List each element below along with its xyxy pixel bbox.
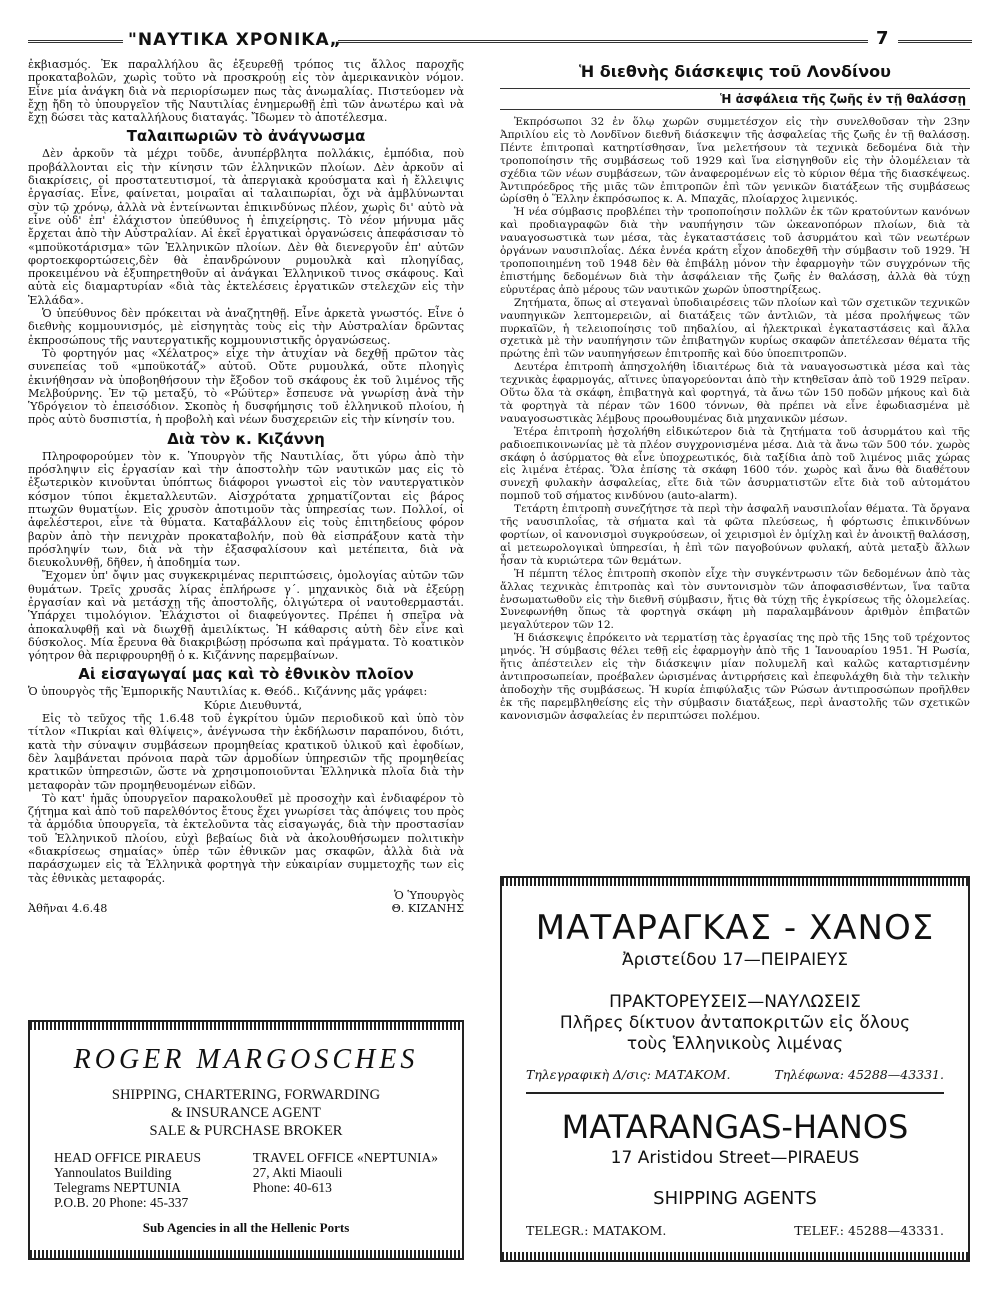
ad-service-line: ΠΡΑΚΤΟΡΕΥΣΕΙΣ—ΝΑΥΛΩΣΕΙΣ	[609, 992, 861, 1012]
signature-row	[28, 902, 464, 915]
right-column	[500, 58, 970, 723]
article-headline: Ἡ διεθνὴς διάσκεψις τοῦ Λονδίνου	[579, 62, 891, 81]
ad-border-stripe	[30, 1022, 462, 1030]
ad-border-stripe	[30, 1250, 462, 1258]
signature-role: Ὁ Ὑπουργὸς	[394, 888, 464, 902]
ad-service-line: & INSURANCE AGENT	[171, 1105, 321, 1121]
page-number: 7	[876, 28, 889, 49]
ad-border-stripe	[502, 878, 968, 886]
intro-paragraph: ἐκβιασμός. Ἐκ παραλλήλου ἃς ἐξευρεθῇ τρόπος τις ἄλλος παροχῆς προκαταβολῶν, χωρὶς τοῦτο νὰ προσκρούῃ εἰς τὸν ἀμερικανικὸν νόμον. Εἶνε μία ἀνάγκη διὰ νὰ περιορίσωμεν πως τὰς ἀνωμαλίας. Πιστεύομεν νὰ ἔχῃ ἤδη τὸ ὑπουργεῖον τῆς Ναυτιλίας ἐνημερωθῇ ἐπὶ τῶν ἀνωτέρω καὶ νὰ ἔχῃ δώσει τὰς καταλλήλους διαταγάς. Ἴδωμεν τὸ ἀποτέλεσμα.	[28, 58, 464, 125]
header-rule-mid	[338, 40, 868, 43]
signature-name: Θ. ΚΙΖΑΝΗΣ	[391, 902, 464, 916]
advertisement-mataragas	[500, 876, 970, 1262]
ad-office-line: P.O.B. 20 Phone: 45-337	[54, 1195, 189, 1210]
ad-shipping-agents: SHIPPING AGENTS	[653, 1188, 817, 1209]
page-header	[28, 30, 972, 52]
ad-service-line: SALE & PURCHASE BROKER	[149, 1123, 343, 1139]
ad-services	[30, 1086, 462, 1140]
paragraph: Ἔχομεν ὑπ' ὄψιν μας συγκεκριμένας περιπτώσεις, ὁμολογίας αὐτῶν τῶν θυμάτων. Τρεῖς χρυσᾶς λίρας ἐπλήρωσε γ΄. μηχανικὸς διὰ νὰ ἐξεύρῃ ἐργασίαν καὶ νὰ μετάσχῃ τῆς ἀποστολῆς, ὀλιγώτερα οἱ ναυτοθερμαστάι. Ὑπάρχει τιμολόγιον. Ἐλάχιστοι οἱ διαφεύγοντες. Πρέπει ἡ σπεῖρα νὰ ἀποκαλυφθῇ καὶ νὰ διωχθῇ ἀμειλίκτως. Ἡ κάθαρσις αὐτὴ δὲν εἶνε καὶ δύσκολος. Μία ἔρευνα θὰ διακριβώσῃ πρόσωπα καὶ πράγματα. Τὸ κοατικὸν γόητρον θὰ περιφρουρηθῇ ὁ κ. Κιζάννης παρεμβαίνων.	[28, 569, 464, 663]
ad-divider	[526, 1092, 944, 1094]
header-rule-left	[28, 40, 123, 43]
ad-phone: TELEF.: 45288—43331.	[794, 1223, 944, 1238]
left-column	[28, 58, 464, 916]
ad-office-line: Phone: 40-613	[252, 1180, 332, 1195]
ad-head-office	[54, 1150, 201, 1210]
letter-salutation: Κύριε Διευθυντά,	[203, 698, 303, 712]
paragraph: Τὸ φορτηγόν μας «Χέλατρος» εἶχε τὴν ἀτυχίαν νὰ δεχθῇ πρῶτον τὰς συνεπείας τοῦ «μποϋκοτάζ» αὐτοῦ. Οὔτε ρυμουλκά, οὔτε πλοηγὶς ἐκινήθησαν νὰ ὑποβοηθήσουν τὴν ἔξοδον τοῦ σκάφους ἐκ τοῦ λιμένος τῆς Μελβούρνης. Ἐν τῷ μεταξύ, τὸ «Ρώϋτερ» ἔσπευσε νὰ γνωρίσῃ ἀνὰ τὴν Ὑδρόγειον τὸ ἐπεισόδιον. Σκοπὸς ἡ δυσφήμησις τοῦ ἑλληνικοῦ πλοίου, ἡ πρὸς αὐτὸ δυσπιστία, ἡ προβολὴ καὶ νέων δυσχερειῶν εἰς τὴν κίνησίν του.	[28, 346, 464, 427]
ad-office-line: 27, Akti Miaouli	[252, 1165, 343, 1180]
ad-office-line: Yannoulatos Building	[54, 1165, 172, 1180]
article-subheadline: Ἡ ἀσφάλεια τῆς ζωῆς ἐν τῇ θαλάσσῃ	[500, 88, 970, 110]
ad-english-address: 17 Aristidou Street—PIRAEUS	[610, 1148, 860, 1168]
paragraph: Πληροφορούμεν τὸν κ. Ὑπουργὸν τῆς Ναυτιλίας, ὅτι γύρω ἀπὸ τὴν πρόσληψιν εἰς ἐργασίαν καὶ τὴν ἀποστολὴν τῶν ναυτικῶν μας εἰς τὸ ἐξωτερικὸν κινοῦνται ὑπόπτως διάφοροι γνωστοὶ εἰς τὸν ναυτεργατικὸν κόσμον τύποι ἐκμεταλλευτῶν. Αἰσχρότατα χρηματίζονται εἰς βάρος πτωχῶν θυματίων. Εἰς χρυσὸν ἀποτιμοῦν τὰς ὑπηρεσίας των. Πολλοί, οἱ ἀφελέστεροι, εἶνε τὰ θύματα. Καταβάλλουν εἰς τοὺς ἐπιτηδείους φόρον βαρὺν ἀπὸ τὴν πενιχρὰν προκαταβολήν, ποὺ θὰ εἰσπράξουν κατὰ τὴν πρόσληψίν των, διὰ νὰ τὴν ἐξασφαλίσουν καὶ μετέπειτα, διὰ νὰ διευκολυνθῇ, δῆθεν, ἡ ἀποδημία των.	[28, 449, 464, 570]
section-heading-hardships: Ταλαιπωριῶν τὸ ἀνάγνωσμα	[126, 127, 366, 146]
paragraph: Ἡ διάσκεψις ἐπρόκειτο νὰ τερματίσῃ τὰς ἐργασίας της πρὸ τῆς 15ης τοῦ τρέχοντος μηνός. Ἡ σύμβασις θέλει τεθῇ εἰς ἐφαρμογὴν ἀπὸ τῆς 1 Ἰανουαρίου 1951. Ἡ Ρωσία, ἥτις ἀπέστειλεν εἰς τὴν διάσκεψιν μίαν πολυμελῆ καὶ καλῶς καταρτισμένην ἀντιπροσωπείαν, προέβαλεν ὡρισμένας ἀντιρρήσεις καὶ ἐπεφυλάχθη διὰ τὴν τελικὴν ἀποδοχὴν τῆς συμβάσεως. Ἡ κυρία ἐπιφύλαξις τῶν Ρώσων ἀντιπροσώπων προῆλθεν ἐκ τῆς παρεμβληθείσης εἰς τὴν σύμβασιν διατάξεως, περὶ ἀναστολῆς τῶν σχετικῶν κανονισμῶν ἀσφαλείας ἐν περιπτώσει πολέμου.	[500, 632, 970, 722]
paragraph: Ἡ πέμπτη τέλος ἐπιτροπὴ σκοπὸν εἶχε τὴν συγκέντρωσιν τῶν δεδομένων ἀπὸ τὰς ἄλλας τεχνικὰς ἐπιτροπὰς καὶ τὸν συντονισμὸν τῶν ἀποφασισθέντων, ἵνα ταῦτα ἐνσωματωθοῦν εἰς τὴν διεθνῆ σύμβασιν, ἥτις θὰ τύχῃ τῆς ἐγκρίσεως τῆς ὁλομελείας. Συνεφωνήθη ὅπως τὰ φορτηγὰ σκάφη μὴ παραλαμβάνουν ἀριθμὸν ἐπιβατῶν μεγαλύτερον τῶν 12.	[500, 567, 970, 632]
ad-telegraph: Τηλεγραφικὴ Δ/σις: ΜΑΤΑΚΟΜ.	[526, 1067, 731, 1082]
section-heading-imports: Αἱ εἰσαγωγαί μας καὶ τὸ ἐθνικὸν πλοῖον	[78, 665, 414, 684]
ad-phone: Τηλέφωνα: 45288—43331.	[774, 1067, 944, 1082]
signature-place-date: Ἀθῆναι 4.6.48	[28, 902, 108, 916]
paragraph: Ἡ νέα σύμβασις προβλέπει τὴν τροποποίησιν πολλῶν ἐκ τῶν κρατούντων κανόνων καὶ προδιαγραφῶν διὰ τὴν ναυπήγησιν τῶν ὠκεανοπόρων πλοίων, διὰ τὰ ναυαγοσωστικὰ των μέσα, τὰς ἐγκαταστάσεις τοῦ ἀσυρμάτου καὶ τῶν νεωτέρων ὀργάνων ναυσιπλοΐας. Δέκα ἐννέα κράτη εἶχον ἀποδεχθῆ τὴν σύμβασιν τοῦ 1929. Ἡ τροποποιημένη τοῦ 1948 δὲν θὰ ἐπιβάλῃ μόνον τὴν ἐφαρμογὴν τῶν συγχρόνων τῆς ἐπιστήμης δεδομένων διὰ τὴν ἀσφάλειαν τῆς ζωῆς ἐν θαλάσσῃ, ἀλλὰ θὰ τύχῃ εὐρυτέρας ἀπὸ μέρους τῶν ναυτικῶν χωρῶν ὑποστηρίξεως.	[500, 206, 970, 296]
ad-office-line: TRAVEL OFFICE «NEPTUNIA»	[252, 1150, 438, 1165]
ad-footer: Sub Agencies in all the Hellenic Ports	[142, 1220, 350, 1235]
ad-english-company-name: MATARANGAS-HANOS	[561, 1108, 909, 1146]
ad-border-stripe	[502, 1252, 968, 1260]
paragraph: Ζητήματα, ὅπως αἱ στεγαναὶ ὑποδιαιρέσεις τῶν πλοίων καὶ τῶν σχετικῶν τεχνικῶν ναυπηγικῶν λεπτομερειῶν, αἱ διατάξεις τῶν ἀντλιῶν, τὰ μέσα προλήψεως τῶν πυρκαϊῶν, ἡ τελειοποίησις τοῦ πηδαλίου, αἱ ἠλεκτρικαὶ ἐγκαταστάσεις καὶ ἄλλα σχετικὰ μὲ τὴν ναυπήγησιν τῶν ἐπιβατηγῶν κυρίως σκαφῶν ἀπετέλεσαν θέματα τῆς πρώτης ἐπὶ τῶν ναυπηγήσεων ἐπιτροπῆς καὶ δύο ὑποεπιτροπῶν.	[500, 296, 970, 361]
paragraph: Ἑτέρα ἐπιτροπὴ ἠσχολήθη εἰδικώτερον διὰ τὰ ζητήματα τοῦ ἀσυρμάτου καὶ τῆς ραδιοεπικοινωνίας μὲ τὰ πλέον συγχρονισμένα μέσα. Διὰ τὰ ἄνω τῶν 500 τόν. χωρὸς σκάφη ὁ ἀσύρματος θὰ εἶνε ὑποχρεωτικός, διὰ ταξίδια ἀπὸ τοῦ λιμένος μιᾶς χώρας εἰς λιμένα ἑτέρας. Ὅλα ἐπίσης τὰ σκάφη 1600 τόν. χωρὸς καὶ ἄνω θὰ διαθέτουν συνεχῆ φυλακὴν ἀσφαλείας, εἴτε διὰ τῶν ἀσυρματιστῶν εἴτε διὰ τοῦ αὐτομάτου πομποῦ τοῦ σήματος κινδύνου (auto-alarm).	[500, 425, 970, 503]
paragraph: Ἐκπρόσωποι 32 ἐν ὅλῳ χωρῶν συμμετέσχον εἰς τὴν συνελθοῦσαν τὴν 23ην Ἀπριλίου εἰς τὸ Λονδῖνον διεθνῆ διάσκεψιν τῆς ἀσφαλείας τῆς ζωῆς ἐν τῇ θαλάσσῃ. Πέντε ἐπιτροπαὶ κατηρτίσθησαν, ἵνα μελετήσουν τὰ τεχνικὰ δεδομένα διὰ τὴν τροποποίησιν τῆς συμβάσεως τοῦ 1929 καὶ ἵνα εἰσηγηθοῦν εἰς τὴν ὁλομέλειαν τὰ σχέδια τῶν νέων συμβάσεων, τῶν ἀναφερομένων εἰς τὸ κύριον θέμα τῆς διασκέψεως. Ἀντιπρόεδρος τῆς μιᾶς τῶν ἐπιτροπῶν ἐπὶ τῶν γενικῶν διατάξεων τῆς συμβάσεως ὡρίσθη ὁ Ἕλλην ἐκπρόσωπος κ. Α. Μπαχᾶς, πλοίαρχος λιμενικός.	[500, 116, 970, 206]
header-rule-right	[898, 40, 972, 43]
ad-service-line: Πλῆρες δίκτυον ἀνταποκριτῶν εἰς ὅλους	[559, 1013, 911, 1033]
ad-travel-office	[253, 1150, 438, 1210]
paragraph: Τετάρτη ἐπιτροπὴ συνεζήτησε τὰ περὶ τὴν ἀσφαλῆ ναυσιπλοΐαν θέματα. Τὰ ὄργανα τῆς ναυσιπλοΐας, τὰ σήματα καὶ τὰ φῶτα πλεύσεως, ἡ φόρτωσις ἐπικινδύνων φορτίων, οἱ κανονισμοὶ συγκρούσεων, οἱ χειρισμοὶ ἐν ὁμίχλῃ καὶ ἐν ἀνοικτῇ θαλάσσῃ, αἱ μετεωρολογικαὶ ὑπηρεσίαι, ἡ ἐπὶ τῶν παγοβούνων φυλακή, αὐτὰ μεταξὺ ἄλλων ἦσαν τὰ κυριώτερα τῶν θεμάτων.	[500, 503, 970, 567]
letter-paragraph: Εἰς τὸ τεῦχος τῆς 1.6.48 τοῦ ἐγκρίτου ὑμῶν περιοδικοῦ καὶ ὑπὸ τὸν τίτλον «Πικρίαι καὶ θλίψεις», ἀνέγνωσα τὴν ἐκδήλωσιν παραπόνου, διότι, κατὰ τὴν σύναψιν συμβάσεων προμηθείας κρατικοῦ ὑλικοῦ καὶ ἐφοδίων, δὲν λαμβάνεται πρόνοια παρὰ τῶν ἁρμοδίων ὑπηρεσιῶν τῆς προμηθείας κρατικῶν ὑπηρεσιῶν, ὥστε νὰ χρησιμοποιοῦνται Ἑλληνικὰ πλοῖα διὰ τὴν μεταφορὰν τῶν προμηθευομένων εἰδῶν.	[28, 712, 464, 792]
letter-intro: Ὁ ὑπουργὸς τῆς Ἐμπορικῆς Ναυτιλίας κ. Θεόδ.. Κιζάννης μᾶς γράφει:	[28, 685, 428, 699]
ad-office-line: HEAD OFFICE PIRAEUS	[54, 1150, 202, 1165]
paragraph: Δευτέρα ἐπιτροπὴ ἀπησχολήθη ἰδιαιτέρως διὰ τὰ ναυαγοσωστικὰ μέσα καὶ τὰς τεχνικὰς ἐφαρμογάς, αἵτινες ὑπαγορεύονται ἀπὸ τὴν κτηθεῖσαν ἀπὸ τοῦ 1929 πεῖραν. Οὕτω ὅλα τὰ σκάφη, ἐπιβατηγὰ καὶ φορτηγά, τὰ ἄνω τῶν 150 ποδῶν μήκους καὶ διὰ τὰ φορτηγὰ τὰ πέραν τῶν 1600 τόννων, θὰ πρέπει νὰ εἶνε ἐφωδιασμένα μὲ ναυαγοσωστικὰς λέμβους προωθουμένας διὰ μηχανικῶν μέσων.	[500, 361, 970, 425]
section-heading-kizannis: Διὰ τὸν κ. Κιζάννη	[167, 429, 325, 448]
ad-english-contacts	[502, 1223, 968, 1238]
paragraph: Ὁ ὑπεύθυνος δὲν πρόκειται νὰ ἀναζητηθῇ. Εἶνε ἀρκετὰ γνωστός. Εἶνε ὁ διεθνὴς κομμουνισμός, μὲ εἰσηγητὰς τοὺς εἰς τὴν Αὐστραλίαν δρῶντας ἐκπροσώπους τῆς ναυτεργατικῆς κομμουνιστικῆς ὀργανώσεως.	[28, 307, 464, 347]
letter-paragraph: Τὸ κατ' ἡμᾶς ὑπουργεῖον παρακολουθεῖ μὲ προσοχὴν καὶ ἐνδιαφέρον τὸ ζήτημα καὶ ἀπὸ τοῦ παρελθόντος ἔτους ἔχει γνωρίσει τὰς ἀπόψεις του πρὸς τὰ ἁρμόδια ὑπουργεῖα, τὰ ἐκτελοῦντα τὰς εἰσαγωγάς, διὰ τὴν προστασίαν τοῦ Ἑλληνικοῦ πλοίου, εὐχὶ βεβαίως διὰ νὰ ἀκολουθήσωμεν πολιτικὴν «διακρίσεως σημαίας» ὑπὲρ τῶν ἐθνικῶν μας σκαφῶν, ἀλλὰ διὰ νὰ παράσχωμεν εἰς τὰ Ἑλληνικὰ φορτηγὰ τὴν εὐκαιρίαν συμμετοχῆς των εἰς τὰς ἐθνικὰς μεταφοράς.	[28, 791, 464, 885]
ad-greek-address: Ἀριστείδου 17—ΠΕΙΡΑΙΕΥΣ	[621, 950, 849, 970]
ad-greek-company-name: ΜΑΤΑΡΑΓΚΑΣ - ΧΑΝΟΣ	[535, 908, 935, 948]
ad-offices	[30, 1150, 462, 1210]
ad-company-name: ROGER MARGOSCHES	[73, 1044, 419, 1075]
ad-greek-contacts	[502, 1067, 968, 1082]
advertisement-margosches	[28, 1020, 464, 1260]
ad-greek-services	[502, 992, 968, 1055]
ad-service-line: τοὺς Ἑλληνικοὺς λιμένας	[626, 1034, 844, 1054]
ad-telegraph: TELEGR.: MATAKOM.	[526, 1223, 667, 1238]
ad-service-line: SHIPPING, CHARTERING, FORWARDING	[111, 1087, 381, 1103]
article-body	[500, 116, 970, 723]
paragraph: Δὲν ἀρκοῦν τὰ μέχρι τοῦδε, ἀνυπέρβλητα πολλάκις, ἐμπόδια, ποὺ προβάλλονται εἰς τὴν κίνησιν τῶν ἑλληνικῶν πλοίων. Δὲν ἀρκοῦν αἱ διακρίσεις, οἱ προστατευτισμοί, τὰ ἀπεργιακὰ κρούσματα καὶ ἡ ἔλλειψις ἐργασίας. Εἶνε, φαίνεται, μοιραῖαι αἱ ταλαιπωρίαι, ὄχι νὰ ἀμβλύνωνται σὺν τῷ χρόνῳ, ἀλλὰ νὰ ἐντείνωνται ἐπικινδύνως πλέον, χωρὶς δι' αὐτὸ νὰ εἶνε οὐδ' ἐπ' ἐλάχιστον ὑπεύθυνος ἡ ἐπιχείρησις. Τὸ νέον μήνυμα μᾶς ἔρχεται ἀπὸ τὴν Αὐστραλίαν. Αἱ ἐκεῖ ἐργατικαὶ ὀργανώσεις ἀπεφάσισαν τὸ «μποϋκοτάρισμα» τῶν Ἑλληνικῶν πλοίων. Δὲν θὰ διενεργοῦν ἐπ' αὐτῶν φορτοεκφορτώσεις,δὲν θὰ ἐπανδρώνουν ρυμουλκὰ καὶ πλοηγίδας, προκειμένου νὰ ἐξυπηρετηθοῦν αἱ ἀνάγκαι Ἑλληνικοῦ τινος σκάφους. Καὶ αὐτὰ εἰς διαμαρτυρίαν «διὰ τὰς ἐκτελέσεις ἐργατικῶν στελεχῶν εἰς τὴν Ἑλλάδα».	[28, 147, 464, 307]
ad-office-line: Telegrams NEPTUNIA	[54, 1180, 181, 1195]
publication-title: "ΝΑΥΤΙΚΑ ΧΡΟΝΙΚΑ„	[128, 30, 342, 50]
